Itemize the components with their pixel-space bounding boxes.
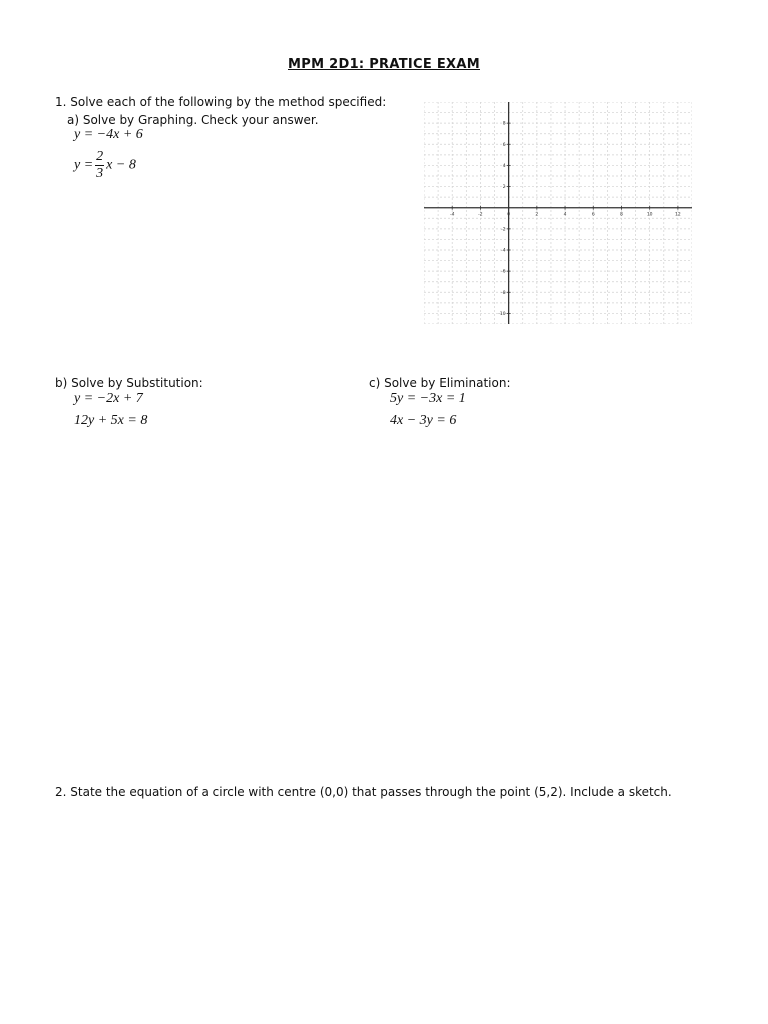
x-tick-label: 2 bbox=[535, 212, 539, 218]
page-title: MPM 2D1: PRATICE EXAM bbox=[288, 57, 480, 72]
x-tick-label: 10 bbox=[646, 212, 653, 218]
part-b-label: b) Solve by Substitution: bbox=[55, 376, 203, 390]
y-tick-label: -2 bbox=[501, 227, 506, 233]
x-tick-label: 0 bbox=[507, 212, 511, 218]
y-tick-label: -10 bbox=[498, 311, 506, 317]
x-tick-label: 8 bbox=[620, 212, 623, 218]
part-a-label: a) Solve by Graphing. Check your answer. bbox=[67, 113, 319, 127]
y-tick-label: 2 bbox=[502, 185, 506, 191]
question-2-prompt: 2. State the equation of a circle with centre (0,0) that passes through the point (5,2). Include a sketch. bbox=[55, 785, 672, 799]
x-tick-label: 4 bbox=[563, 212, 567, 218]
part-b-equation-2: 12y + 5x = 8 bbox=[74, 413, 148, 428]
y-tick-label: -4 bbox=[501, 248, 506, 254]
part-a-equation-2 bbox=[74, 150, 136, 181]
y-tick-label: -8 bbox=[501, 290, 506, 296]
part-b-equation-1: y = −2x + 7 bbox=[74, 391, 143, 406]
x-tick-label: -4 bbox=[449, 212, 455, 218]
part-c-equation-2: 4x − 3y = 6 bbox=[390, 413, 457, 428]
y-tick-label: 8 bbox=[502, 121, 506, 127]
eq2-rhs: x − 8 bbox=[106, 157, 136, 173]
x-tick-label: 12 bbox=[675, 212, 681, 218]
y-tick-label: 6 bbox=[502, 142, 506, 148]
eq2-lhs: y = bbox=[74, 157, 94, 173]
fraction-numerator: 2 bbox=[96, 149, 104, 164]
part-c-equation-1: 5y = −3x = 1 bbox=[390, 391, 466, 406]
part-c-label: c) Solve by Elimination: bbox=[369, 376, 511, 390]
x-tick-label: -2 bbox=[478, 212, 483, 218]
fraction-denominator: 3 bbox=[96, 166, 104, 181]
y-tick-label: 4 bbox=[502, 163, 506, 169]
fraction bbox=[95, 150, 104, 181]
y-tick-label: -6 bbox=[501, 269, 506, 275]
question-1-prompt: 1. Solve each of the following by the method specified: bbox=[55, 95, 387, 109]
part-a-equation-1: y = −4x + 6 bbox=[74, 127, 143, 142]
x-tick-label: 6 bbox=[591, 212, 595, 218]
coordinate-grid bbox=[424, 102, 692, 324]
